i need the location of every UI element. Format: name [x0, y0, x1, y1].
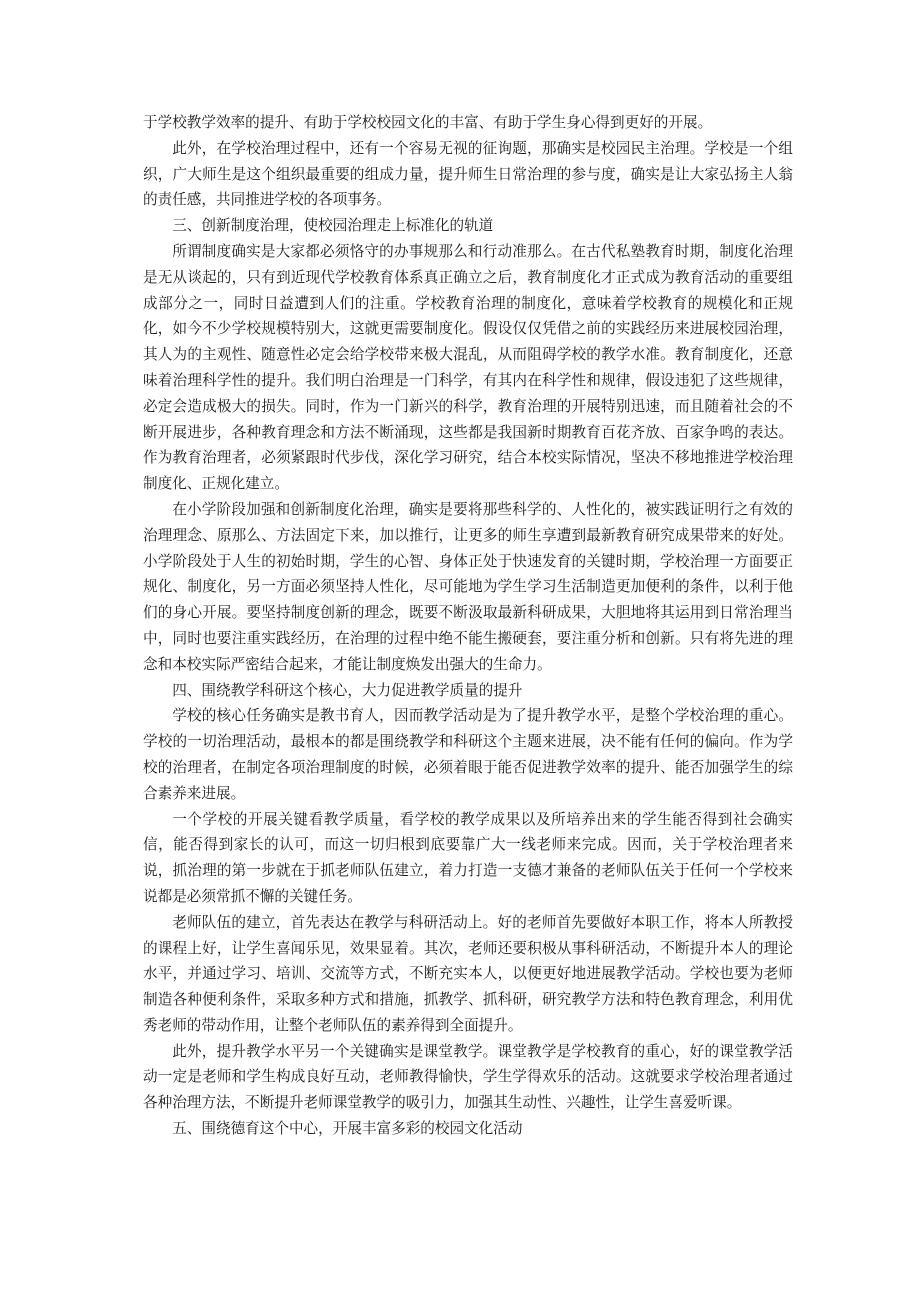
paragraph-institutional-management: 所谓制度确实是大家都必须恪守的办事规那么和行动准那么。在古代私塾教育时期，制度化治理是无从谈起的，只有到近现代学校教育体系真正确立之后，教育制度化才正式成为教育活动的重要组成部分之一，同时日益遭到人们的注重。学校教育治理的制度化，意味着学校教育的规模化和正规化，如今不少学校规模特别大，这就更需要制度化。假设仅仅凭借之前的实践经历来进展校园治理，其人为的主观性、随意性必定会给学校带来极大混乱，从而阻碍学校的教学水准。教育制度化，还意味着治理科学性的提升。我们明白治理是一门科学，有其内在科学性和规律，假设违犯了这些规律，必定会造成极大的损失。同时，作为一门新兴的科学，教育治理的开展特别迅速，而且随着社会的不断开展进步，各种教育理念和方法不断涌现，这些都是我国新时期教育百花齐放、百家争鸣的表达。作为教育治理者，必须紧跟时代步伐，深化学习研究，结合本校实际情况，坚决不移地推进学校治理制度化、正规化建立。 — [143, 242, 793, 493]
paragraph-classroom-teaching: 此外，提升教学水平另一个关键确实是课堂教学。课堂教学是学校教育的重心，好的课堂教学活动一定是老师和学生构成良好互动，老师教得愉快，学生学得欢乐的活动。这就要求学校治理者通过各种治理方法，不断提升老师课堂教学的吸引力，加强其生动性、兴趣性，让学生喜爱听课。 — [143, 1042, 793, 1112]
section-heading-5: 五、围绕德育这个中心，开展丰富多彩的校园文化活动 — [172, 1120, 523, 1138]
paragraph-teaching-quality: 一个学校的开展关键看教学质量，看学校的教学成果以及所培养出来的学生能否得到社会确实信，能否得到家长的认可，而这一切归根到底要靠广大一线老师来完成。因而，关于学校治理者来说，抓治理的第一步就在于抓老师队伍建立，着力打造一支德才兼备的老师队伍关于任何一个学校来说都是必须常抓不懈的关键任务。 — [143, 810, 793, 905]
paragraph-primary-school-system: 在小学阶段加强和创新制度化治理，确实是要将那些科学的、人性化的，被实践证明行之有效的治理理念、原那么、方法固定下来，加以推行，让更多的师生享遭到最新教育研究成果带来的好处。小学阶段处于人生的初始时期，学生的心智、身体正处于快速发育的关键时期，学校治理一方面要正规化、制度化，另一方面必须坚持人性化，尽可能地为学生学习生活制造更加便利的条件，以利于他们的身心开展。要坚持制度创新的理念，既要不断汲取最新科研成果，大胆地将其运用到日常治理当中，同时也要注重实践经历，在治理的过程中绝不能生搬硬套，要注重分析和创新。只有将先进的理念和本校实际严密结合起来，才能让制度焕发出强大的生命力。 — [143, 500, 793, 673]
paragraph-continuation: 于学校教学效率的提升、有助于学校校园文化的丰富、有助于学生身心得到更好的开展。 — [143, 114, 713, 131]
paragraph-campus-democracy: 此外，在学校治理过程中，还有一个容易无视的征询题，那确实是校园民主治理。学校是一个组织，广大师生是这个组织最重要的组成力量，提升师生日常治理的参与度，确实是让大家弘扬主人翁的责任感，共同推进学校的各项事务。 — [143, 139, 793, 209]
section-heading-4: 四、围绕教学科研这个核心，大力促进教学质量的提升 — [172, 681, 523, 699]
paragraph-core-task: 学校的核心任务确实是教书育人，因而教学活动是为了提升教学水平，是整个学校治理的重心。学校的一切治理活动，最根本的都是围绕教学和科研这个主题来进展，决不能有任何的偏向。作为学校的治理者，在制定各项治理制度的时候，必须着眼于能否促进教学效率的提升、能否加强学生的综合素养来进展。 — [143, 707, 793, 802]
paragraph-teacher-team: 老师队伍的建立，首先表达在教学与科研活动上。好的老师首先要做好本职工作，将本人所教授的课程上好，让学生喜闻乐见，效果显着。其次，老师还要积极从事科研活动，不断提升本人的理论水平，并通过学习、培训、交流等方式，不断充实本人，以便更好地进展教学活动。学校也要为老师制造各种便利条件，采取多种方式和措施，抓教学、抓科研，研究教学方法和特色教育理念，利用优秀老师的带动作用，让整个老师队伍的素养得到全面提升。 — [143, 913, 793, 1034]
document-body — [143, 110, 793, 1142]
section-heading-3: 三、创新制度治理，使校园治理走上标准化的轨道 — [172, 217, 494, 235]
